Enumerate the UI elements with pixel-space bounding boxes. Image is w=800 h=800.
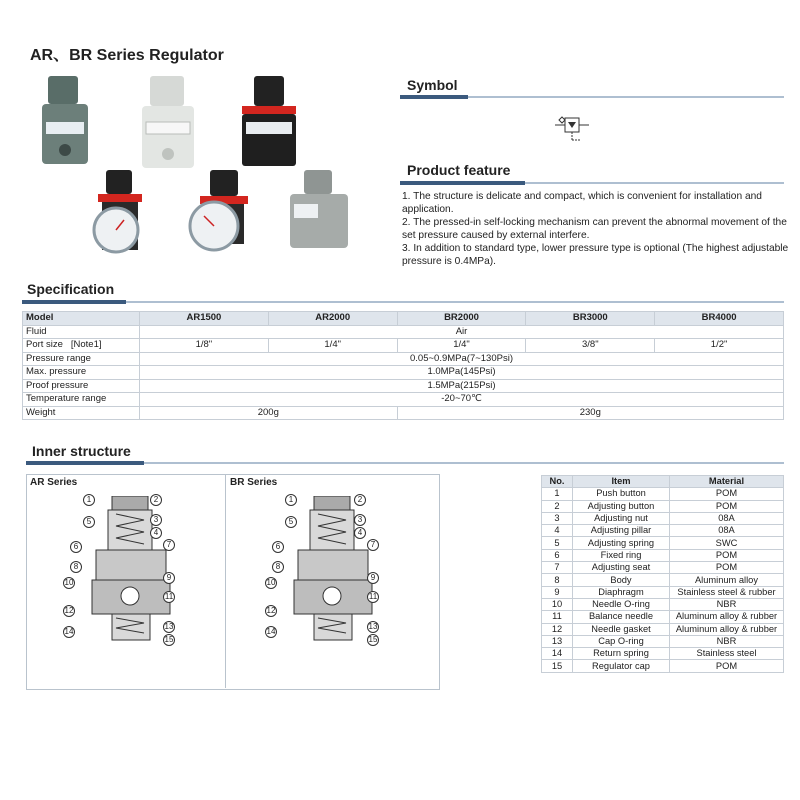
parts-cell-item: Adjusting spring	[573, 537, 670, 549]
parts-cell-no: 6	[542, 549, 573, 561]
product-photo-br-gauge-1	[94, 170, 142, 252]
spec-row-max-pressure	[23, 366, 784, 380]
inner-heading: Inner structure	[32, 443, 131, 459]
spec-label: Port size [Note1]	[23, 339, 140, 353]
parts-row	[542, 488, 784, 500]
parts-cell-item: Cap O-ring	[573, 635, 670, 647]
br-callout: 10	[266, 578, 276, 587]
parts-header-material: Material	[670, 476, 784, 488]
parts-cell-item: Balance needle	[573, 611, 670, 623]
spec-heading: Specification	[27, 281, 115, 297]
spec-row-weight	[23, 406, 784, 420]
br-callout: 13	[368, 622, 378, 631]
br-callout: 12	[266, 606, 276, 615]
parts-row	[542, 562, 784, 574]
spec-header-br2000: BR2000	[397, 312, 526, 326]
spec-divider	[22, 301, 784, 303]
br-callout: 7	[367, 539, 379, 551]
ar-callout: 13	[164, 622, 174, 631]
structure-divider	[225, 474, 226, 688]
spec-label: Pressure range	[23, 352, 140, 366]
parts-cell-material: POM	[670, 488, 784, 500]
parts-cell-no: 8	[542, 574, 573, 586]
spec-value: 1/2"	[655, 339, 784, 353]
spec-value: -20~70℃	[140, 393, 784, 407]
br-callout: 9	[367, 572, 379, 584]
parts-row	[542, 586, 784, 598]
ar-callout: 8	[70, 561, 82, 573]
parts-cell-material: POM	[670, 549, 784, 561]
ar-callout: 3	[150, 514, 162, 526]
spec-value: 1/4"	[268, 339, 397, 353]
br-callout: 2	[354, 494, 366, 506]
product-photo-grey-ar	[42, 76, 88, 164]
parts-row	[542, 525, 784, 537]
spec-value: 200g	[140, 406, 398, 420]
parts-cell-no: 14	[542, 648, 573, 660]
product-photo-black-ar	[242, 76, 296, 166]
feature-heading: Product feature	[407, 162, 511, 178]
spec-header-row	[23, 312, 784, 326]
parts-cell-material: NBR	[670, 598, 784, 610]
product-photo-br-gauge-2	[190, 170, 248, 250]
br-callout: 8	[272, 561, 284, 573]
parts-cell-material: NBR	[670, 635, 784, 647]
spec-value: 1.5MPa(215Psi)	[140, 379, 784, 393]
parts-cell-material: SWC	[670, 537, 784, 549]
spec-value: 1.0MPa(145Psi)	[140, 366, 784, 380]
product-photo-grey-br	[290, 170, 348, 248]
parts-row	[542, 549, 784, 561]
br-callout: 6	[272, 541, 284, 553]
product-photo-white-ar	[142, 76, 194, 168]
parts-cell-no: 12	[542, 623, 573, 635]
spec-label: Max. pressure	[23, 366, 140, 380]
spec-value: 1/4"	[397, 339, 526, 353]
parts-row	[542, 512, 784, 524]
br-callout: 1	[285, 494, 297, 506]
parts-cell-item: Diaphragm	[573, 586, 670, 598]
spec-row-temperature	[23, 393, 784, 407]
spec-label: Fluid	[23, 325, 140, 339]
parts-cell-item: Adjusting pillar	[573, 525, 670, 537]
spec-value: 0.05~0.9MPa(7~130Psi)	[140, 352, 784, 366]
parts-row	[542, 660, 784, 672]
parts-cell-material: 08A	[670, 512, 784, 524]
parts-cell-item: Body	[573, 574, 670, 586]
spec-label: Weight	[23, 406, 140, 420]
regulator-symbol-icon	[555, 112, 591, 146]
ar-callout: 6	[70, 541, 82, 553]
parts-cell-item: Needle gasket	[573, 623, 670, 635]
spec-value: 1/8"	[140, 339, 269, 353]
spec-header-ar1500: AR1500	[140, 312, 269, 326]
parts-cell-item: Adjusting nut	[573, 512, 670, 524]
spec-value: 230g	[397, 406, 783, 420]
spec-header-br3000: BR3000	[526, 312, 655, 326]
spec-row-port	[23, 339, 784, 353]
feature-divider	[400, 182, 784, 184]
parts-cell-no: 5	[542, 537, 573, 549]
spec-row-pressure-range	[23, 352, 784, 366]
parts-cell-material: POM	[670, 660, 784, 672]
br-callout: 14	[266, 627, 276, 636]
parts-row	[542, 611, 784, 623]
feature-item: 2. The pressed-in self-locking mechanism can prevent the abnormal movement of the set pressure caused by external interfere.	[402, 217, 787, 241]
parts-cell-no: 3	[542, 512, 573, 524]
br-callout: 5	[285, 516, 297, 528]
parts-row	[542, 500, 784, 512]
parts-cell-material: POM	[670, 500, 784, 512]
br-series-label: BR Series	[230, 477, 278, 488]
parts-row	[542, 537, 784, 549]
product-photos	[28, 70, 368, 270]
parts-cell-no: 4	[542, 525, 573, 537]
parts-cell-item: Regulator cap	[573, 660, 670, 672]
parts-row	[542, 598, 784, 610]
parts-cell-material: Aluminum alloy & rubber	[670, 623, 784, 635]
parts-cell-material: Stainless steel	[670, 648, 784, 660]
parts-cell-item: Adjusting button	[573, 500, 670, 512]
spec-header-br4000: BR4000	[655, 312, 784, 326]
ar-callout: 5	[83, 516, 95, 528]
parts-cell-item: Fixed ring	[573, 549, 670, 561]
parts-cell-material: Aluminum alloy	[670, 574, 784, 586]
ar-callout: 15	[164, 635, 174, 644]
br-callout: 11	[368, 592, 378, 601]
parts-header-item: Item	[573, 476, 670, 488]
parts-row	[542, 635, 784, 647]
parts-cell-no: 15	[542, 660, 573, 672]
parts-cell-material: POM	[670, 562, 784, 574]
ar-callout: 2	[150, 494, 162, 506]
ar-callout: 12	[64, 606, 74, 615]
parts-cell-item: Push button	[573, 488, 670, 500]
parts-cell-item: Needle O-ring	[573, 598, 670, 610]
ar-callout: 9	[163, 572, 175, 584]
ar-series-label: AR Series	[30, 477, 78, 488]
parts-cell-no: 9	[542, 586, 573, 598]
parts-cell-no: 10	[542, 598, 573, 610]
spec-header-model: Model	[23, 312, 140, 326]
spec-value: 3/8"	[526, 339, 655, 353]
symbol-divider	[400, 96, 784, 98]
parts-cell-no: 13	[542, 635, 573, 647]
ar-callout: 1	[83, 494, 95, 506]
parts-cell-no: 1	[542, 488, 573, 500]
parts-table	[541, 475, 784, 673]
spec-row-proof-pressure	[23, 379, 784, 393]
spec-label: Proof pressure	[23, 379, 140, 393]
parts-cell-no: 7	[542, 562, 573, 574]
feature-item: 3. In addition to standard type, lower pressure type is optional (The highest adjustable pressure is 0.4MPa).	[402, 243, 789, 267]
ar-callout: 7	[163, 539, 175, 551]
parts-row	[542, 623, 784, 635]
feature-item: 1. The structure is delicate and compact, which is convenient for installation and application.	[402, 191, 762, 215]
br-callout: 15	[368, 635, 378, 644]
parts-cell-material: 08A	[670, 525, 784, 537]
spec-header-ar2000: AR2000	[268, 312, 397, 326]
spec-row-fluid	[23, 325, 784, 339]
ar-callout: 4	[150, 527, 162, 539]
spec-table	[22, 311, 784, 420]
page-title: AR、BR Series Regulator	[30, 47, 224, 64]
parts-cell-item: Return spring	[573, 648, 670, 660]
parts-body	[542, 488, 784, 672]
spec-value: Air	[140, 325, 784, 339]
ar-callout: 14	[64, 627, 74, 636]
parts-cell-material: Stainless steel & rubber	[670, 586, 784, 598]
parts-cell-item: Adjusting seat	[573, 562, 670, 574]
ar-callout: 10	[64, 578, 74, 587]
parts-row	[542, 574, 784, 586]
inner-divider	[26, 462, 784, 464]
parts-header-row	[542, 476, 784, 488]
spec-label: Temperature range	[23, 393, 140, 407]
feature-list	[402, 190, 794, 268]
br-callout: 4	[354, 527, 366, 539]
br-callout: 3	[354, 514, 366, 526]
parts-cell-material: Aluminum alloy & rubber	[670, 611, 784, 623]
parts-cell-no: 2	[542, 500, 573, 512]
symbol-heading: Symbol	[407, 77, 458, 93]
ar-callout: 11	[164, 592, 174, 601]
parts-row	[542, 648, 784, 660]
parts-cell-no: 11	[542, 611, 573, 623]
parts-header-no: No.	[542, 476, 573, 488]
